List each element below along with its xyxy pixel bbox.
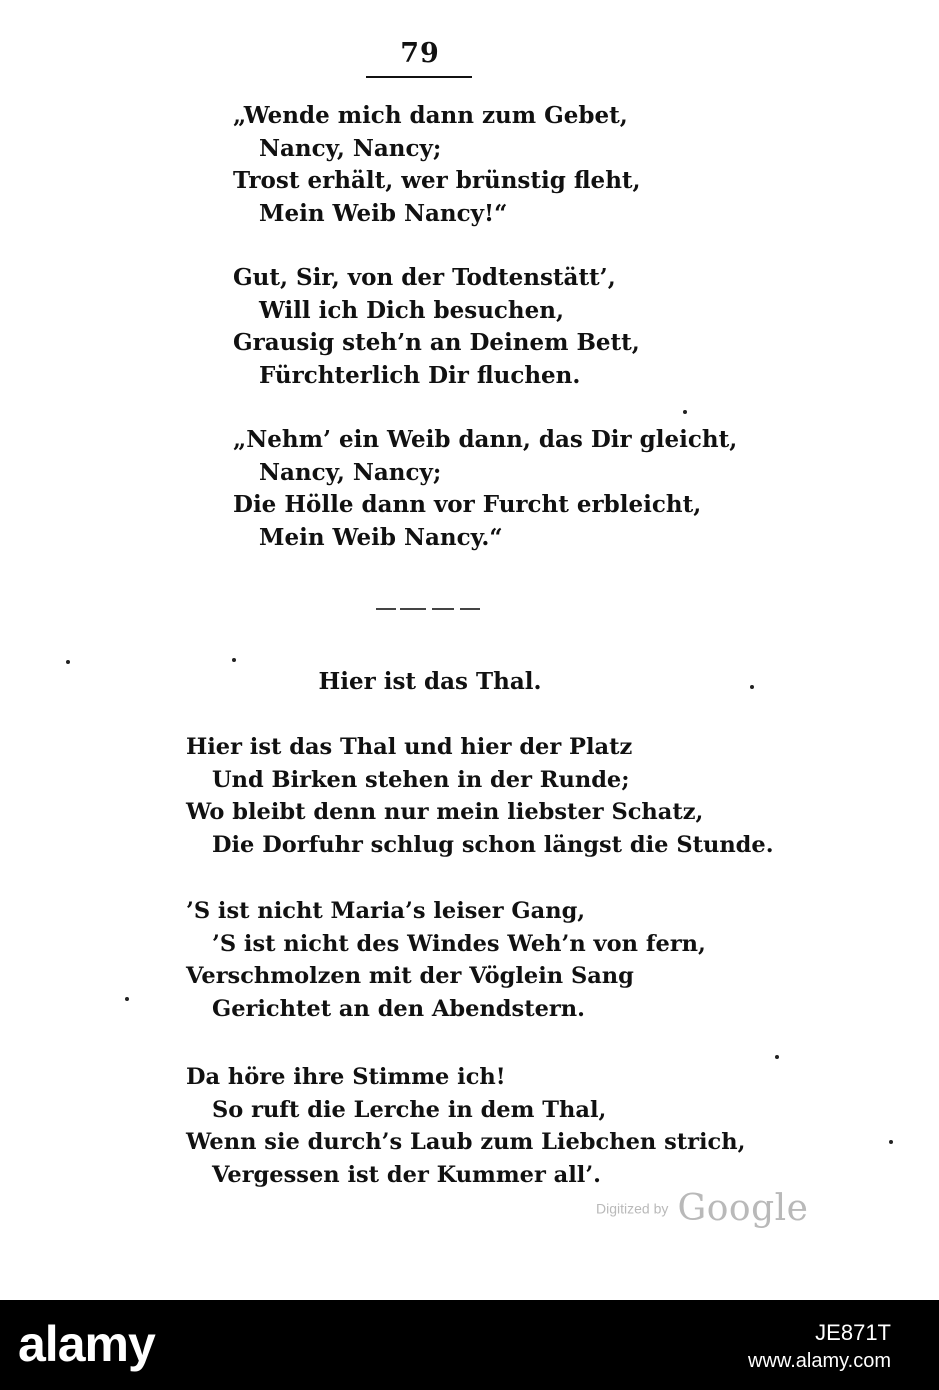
poem-separator bbox=[376, 608, 480, 610]
poem-line: ’S ist nicht Maria’s leiser Gang, bbox=[186, 898, 586, 924]
page-number: 79 bbox=[400, 38, 440, 69]
poem-line: Mein Weib Nancy.“ bbox=[259, 523, 503, 551]
poem-line: Gut, Sir, von der Todtenstätt’, bbox=[233, 264, 616, 291]
poem2-stanza-1 bbox=[186, 731, 774, 861]
poem-line: Nancy, Nancy; bbox=[259, 458, 442, 486]
poem-line: Vergessen ist der Kummer all’. bbox=[212, 1161, 602, 1188]
scan-speck bbox=[125, 997, 129, 1001]
poem-line: Gerichtet an den Abendstern. bbox=[212, 995, 585, 1022]
footer-url: www.alamy.com bbox=[748, 1350, 891, 1372]
poem-line: Und Birken stehen in der Runde; bbox=[212, 766, 630, 793]
poem-line: Grausig steh’n an Deinem Bett, bbox=[233, 329, 640, 356]
poem-line: Die Dorfuhr schlug schon längst die Stunde. bbox=[212, 831, 774, 858]
scan-speck bbox=[775, 1055, 779, 1059]
poem-line: Mein Weib Nancy!“ bbox=[259, 199, 508, 227]
page-number-rule bbox=[366, 76, 472, 78]
poem-title: Hier ist das Thal. bbox=[318, 668, 542, 695]
poem1-stanza-3 bbox=[233, 424, 737, 554]
digitized-by-google-watermark bbox=[596, 1188, 808, 1229]
alamy-logo: alamy bbox=[18, 1316, 155, 1372]
scan-speck bbox=[683, 410, 687, 414]
scan-speck bbox=[66, 660, 70, 664]
poem-line: „Nehm’ ein Weib dann, das Dir gleicht, bbox=[233, 426, 738, 453]
stock-footer-bar bbox=[0, 1300, 939, 1390]
watermark-prefix: Digitized by bbox=[596, 1200, 669, 1217]
poem-line: Da höre ihre Stimme ich! bbox=[186, 1064, 506, 1090]
scan-speck bbox=[232, 658, 236, 662]
poem-line: So ruft die Lerche in dem Thal, bbox=[212, 1096, 607, 1123]
poem-line: Die Hölle dann vor Furcht erbleicht, bbox=[233, 491, 702, 518]
poem-line: Will ich Dich besuchen, bbox=[259, 296, 565, 324]
image-id: JE871T bbox=[815, 1320, 891, 1345]
poem2-stanza-2 bbox=[186, 895, 706, 1025]
scan-speck bbox=[889, 1140, 893, 1144]
poem2-stanza-3 bbox=[186, 1061, 745, 1191]
poem-line: „Wende mich dann zum Gebet, bbox=[233, 102, 628, 129]
scan-speck bbox=[750, 685, 754, 689]
poem-line: Fürchterlich Dir fluchen. bbox=[259, 361, 581, 389]
poem-line: Wo bleibt denn nur mein liebster Schatz, bbox=[186, 799, 704, 825]
poem-line: ’S ist nicht des Windes Weh’n von fern, bbox=[212, 930, 706, 957]
poem1-stanza-2 bbox=[233, 262, 640, 392]
poem-line: Trost erhält, wer brünstig fleht, bbox=[233, 167, 641, 194]
poem-line: Verschmolzen mit der Vöglein Sang bbox=[186, 963, 634, 989]
poem-line: Hier ist das Thal und hier der Platz bbox=[186, 734, 633, 760]
poem-line: Wenn sie durch’s Laub zum Liebchen strich, bbox=[186, 1129, 746, 1155]
poem1-stanza-1 bbox=[233, 100, 641, 230]
poem-line: Nancy, Nancy; bbox=[259, 134, 442, 162]
watermark-brand: Google bbox=[677, 1188, 809, 1229]
